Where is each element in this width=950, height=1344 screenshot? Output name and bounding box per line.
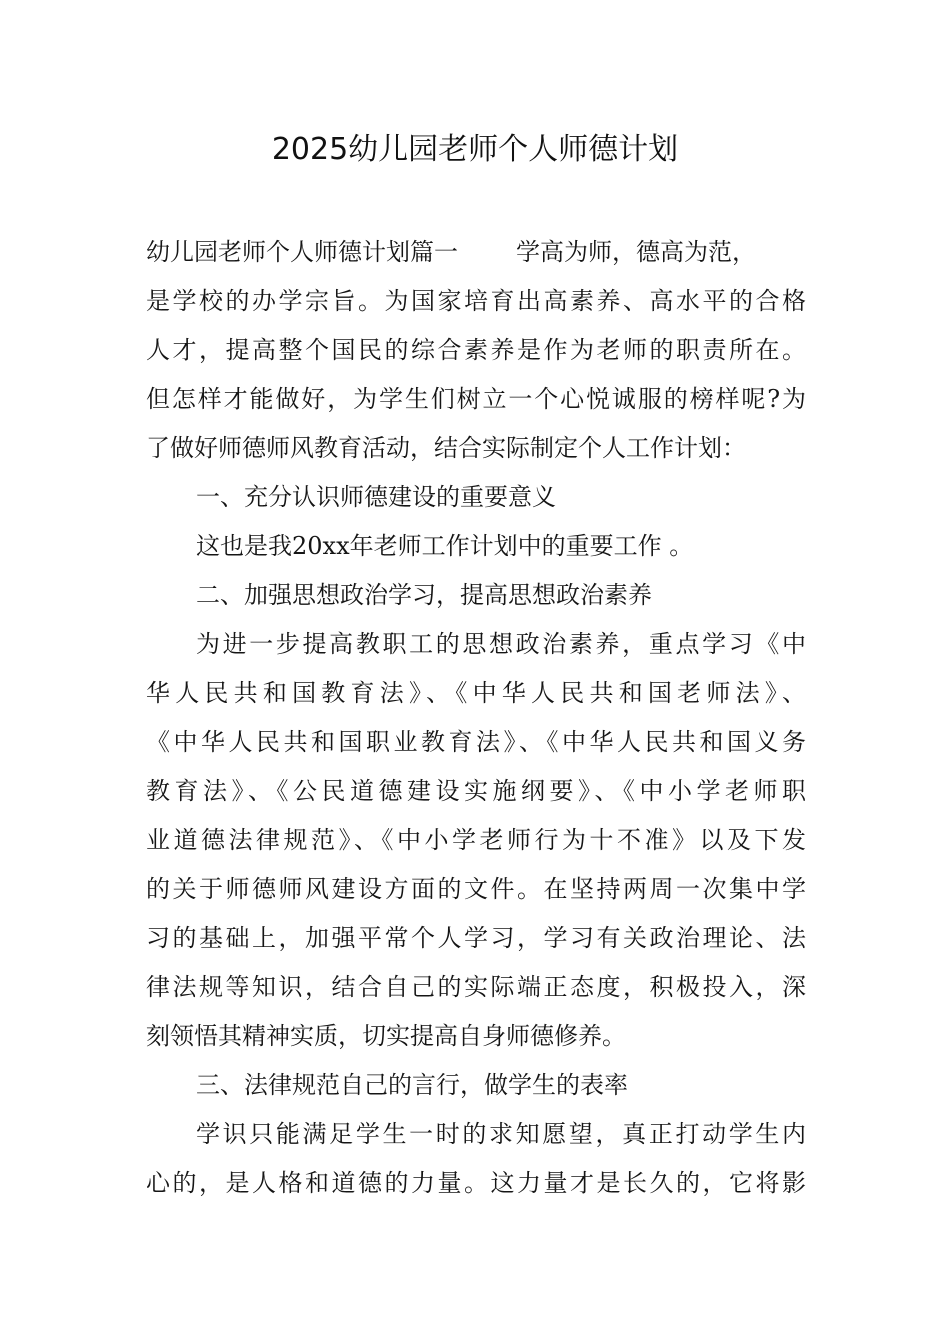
section-heading: 一、充分认识师德建设的重要意义 — [196, 483, 556, 511]
paragraph-line: 华人民共和国教育法》、《中华人民共和国老师法》、 — [146, 679, 806, 707]
paragraph-line: 律法规等知识，结合自己的实际端正态度，积极投入，深 — [146, 973, 806, 1001]
document-title: 2025幼儿园老师个人师德计划 — [271, 132, 679, 167]
intro-first-line — [146, 228, 806, 277]
paragraph-line: 这也是我20xx年老师工作计划中的重要工作 。 — [196, 532, 694, 560]
paragraph-line: 了做好师德师风教育活动，结合实际制定个人工作计划： — [146, 434, 746, 462]
document-body — [146, 228, 806, 1208]
paragraph-line: 但怎样才能做好，为学生们树立一个心悦诚服的榜样呢?为 — [146, 385, 806, 413]
paragraph-line: 是学校的办学宗旨。为国家培育出高素养、高水平的合格 — [146, 287, 806, 315]
paragraph-line: 《中华人民共和国职业教育法》、《中华人民共和国义务 — [146, 728, 806, 756]
paragraph-line: 心的，是人格和道德的力量。这力量才是长久的，它将影 — [146, 1169, 806, 1197]
intro-label: 幼儿园老师个人师德计划篇一 — [146, 238, 458, 266]
paragraph-line: 为进一步提高教职工的思想政治素养，重点学习《中 — [196, 630, 806, 658]
paragraph-line: 学识只能满足学生一时的求知愿望，真正打动学生内 — [196, 1120, 806, 1148]
paragraph-line: 的关于师德师风建设方面的文件。在坚持两周一次集中学 — [146, 875, 806, 903]
paragraph-line: 刻领悟其精神实质，切实提高自身师德修养。 — [146, 1022, 626, 1050]
paragraph-line: 教育法》、《公民道德建设实施纲要》、《中小学老师职 — [146, 777, 806, 805]
paragraph-line: 习的基础上，加强平常个人学习，学习有关政治理论、法 — [146, 924, 806, 952]
section-heading: 三、法律规范自己的言行，做学生的表率 — [196, 1071, 628, 1099]
section-heading: 二、加强思想政治学习，提高思想政治素养 — [196, 581, 652, 609]
paragraph-line: 人才，提高整个国民的综合素养是作为老师的职责所在。 — [146, 336, 806, 364]
intro-first-segment: 学高为师，德高为范， — [516, 238, 756, 266]
paragraph-line: 业道德法律规范》、《中小学老师行为十不准》以及下发 — [146, 826, 806, 854]
